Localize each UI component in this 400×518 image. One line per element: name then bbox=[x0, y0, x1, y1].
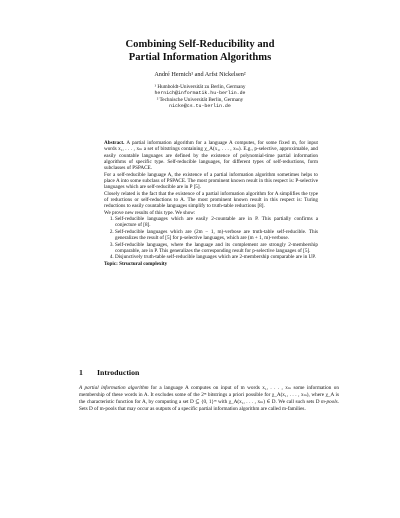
abstract bbox=[104, 140, 318, 267]
section-number: 1 bbox=[79, 368, 83, 377]
affiliation-1: ¹ Humboldt-Universität zu Berlin, Germany bbox=[154, 84, 246, 90]
intro-lead: A partial information algorithm bbox=[79, 385, 149, 391]
intro-term: m-pools bbox=[320, 399, 338, 405]
author-list: André Hernich¹ and Arfst Nickelsen² bbox=[154, 71, 246, 78]
affiliation-2: ² Technische Universität Berlin, Germany bbox=[156, 97, 244, 104]
section-heading bbox=[79, 368, 339, 377]
affiliations bbox=[0, 84, 400, 110]
result-item-3: 3. Self-reducible languages, where the language and its complement are strongly 2-membership comparable, are in P. This generalizes the corresponding result for p-selective languages of [5]. bbox=[115, 242, 318, 255]
abstract-para-3: Closely related is the fact that the existence of a partial information algorithm for A simplifies the type of reductions or self-reductions to A. The most prominent known result in this respect is: Turing reductions to easily countable languages simplify to truth-table reductions [8]. bbox=[104, 190, 318, 210]
intro-text-2: . Sets D of m-pools that may occur as outputs of a specific partial information algorithm are called m-families. bbox=[79, 399, 339, 412]
abstract-para-2: For a self-reducible language A, the existence of a partial information algorithm sometimes helps to place A into some subclass of PSPACE. The most prominent known result in this respect is: P-selective languages which are self-reducible are in P [5]. bbox=[104, 171, 318, 191]
result-item-2: 2. Self-reducible languages which are (2m − 1, m)-verbose are truth-table self-reducible. This generalizes the result of [5] for p-selective languages, which are (m + 1, m)-verbose. bbox=[115, 229, 318, 242]
title-line-1: Combining Self-Reducibility and bbox=[125, 39, 275, 50]
intro-body bbox=[79, 385, 339, 413]
intro-para bbox=[79, 385, 339, 413]
abstract-text-1: A partial information algorithm for a language A computes, for some fixed m, for input words x₁, . . . , xₘ a set of bitstrings containing χ_A(x₁, . . . , xₘ). E.g., p-selective, approximable, and easily countable languages are defined by the existence of polynomial-time partial information algorithms of specific type. Self-reducible languages, for different types of self-reductions, form subclasses of PSPACE. bbox=[104, 140, 318, 172]
abstract-label: Abstract. bbox=[104, 140, 125, 146]
intro-text-1: for a language A computes on input of m words x₁, . . . , xₘ some information on membership of these words in A. It excludes some of the 2ᵐ bitstrings a priori possible for χ_A(x₁, . . . , xₘ), where χ_A is the characteristic function for A, by computing a set D ⊆ {0, 1}ᵐ with χ_A(x₁, . . . , xₘ) ∈ D. We call such sets D bbox=[79, 385, 339, 405]
abstract-para-1 bbox=[104, 140, 318, 172]
abstract-para-4: We prove new results of this type. We show: bbox=[104, 209, 196, 216]
result-item-1: 1. Self-reducible languages which are easily 2-countable are in P. This partially confirms a conjecture of [8]. bbox=[115, 216, 318, 229]
email-1: hernich@informatik.hu-berlin.de bbox=[154, 90, 246, 96]
result-item-4: 4. Disjunctively truth-table self-reducible languages which are 2-membership comparable are in UP. bbox=[115, 254, 318, 260]
results-list bbox=[104, 216, 318, 260]
section-title: Introduction bbox=[97, 368, 140, 377]
email-2: nicke@cs.tu-berlin.de bbox=[169, 103, 231, 109]
paper-title bbox=[0, 38, 400, 64]
topic-line: Topic: Structural complexity bbox=[104, 260, 168, 267]
title-line-2: Partial Information Algorithms bbox=[128, 52, 272, 63]
